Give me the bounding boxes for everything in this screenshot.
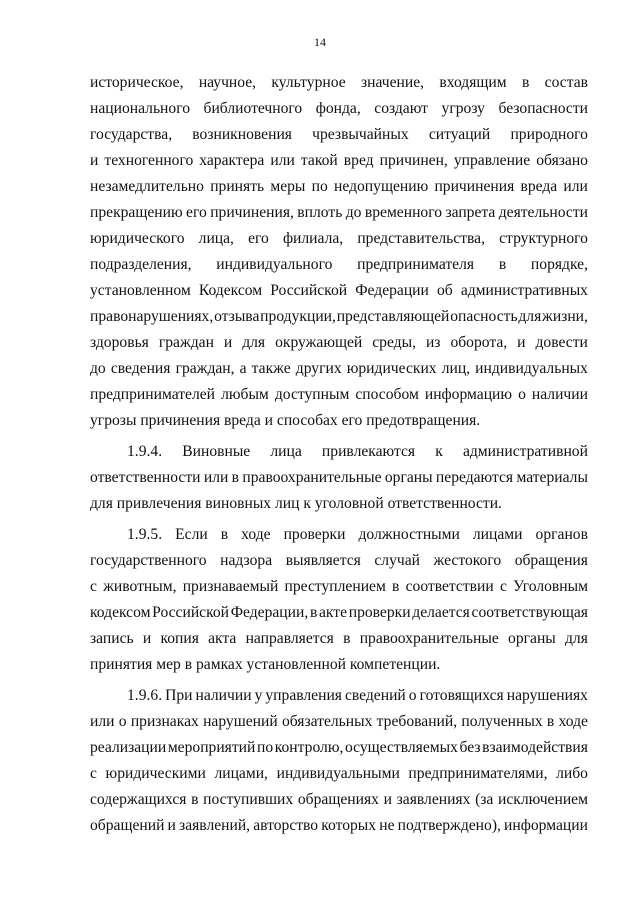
paragraph-1-9-5 xyxy=(90,522,588,678)
paragraph-1-9-6 xyxy=(90,683,588,839)
text-line: незамедлительно принять меры по недопущению причинения вреда или xyxy=(90,178,588,195)
text-line: с животным, признаваемый преступлением в соответствии с Уголовным xyxy=(90,578,588,595)
text-line: 1.9.4. Виновные лица привлекаются к административной xyxy=(127,443,588,460)
document-body xyxy=(90,70,588,839)
text-line: 1.9.5. Если в ходе проверки должностными лицами органов xyxy=(127,526,588,543)
text-line: принятия мер в рамках установленной компетенции. xyxy=(90,656,441,673)
paragraph-1-9-4 xyxy=(90,439,588,517)
text-line: запись и копия акта направляется в правоохранительные органы для xyxy=(90,630,588,647)
text-line: правонарушениях, отзыва продукции, представляющей опасность для жизни, xyxy=(90,308,588,325)
text-line: предпринимателей любым доступным способом информацию о наличии xyxy=(90,386,588,403)
text-line: или о признаках нарушений обязательных требований, полученных в ходе xyxy=(90,713,588,730)
text-line: с юридическими лицами, индивидуальными предпринимателями, либо xyxy=(90,765,588,782)
paragraph-1-continuation xyxy=(90,70,588,434)
text-line: ответственности или в правоохранительные органы передаются материалы xyxy=(90,469,588,486)
text-line: до сведения граждан, а также других юридических лиц, индивидуальных xyxy=(90,360,588,377)
text-line: здоровья граждан и для окружающей среды, из оборота, и довести xyxy=(90,334,588,351)
text-line: 1.9.6. При наличии у управления сведений о готовящихся нарушениях xyxy=(127,687,588,704)
text-line: установленном Кодексом Российской Федерации об административных xyxy=(90,282,588,299)
text-line: содержащихся в поступивших обращениях и заявлениях (за исключением xyxy=(90,791,588,808)
text-line: и техногенного характера или такой вред причинен, управление обязано xyxy=(90,152,588,169)
page-number: 14 xyxy=(314,35,326,49)
text-line: государства, возникновения чрезвычайных ситуаций природного xyxy=(90,126,588,143)
text-line: кодексом Российской Федерации, в акте проверки делается соответствующая xyxy=(90,604,588,621)
text-line: юридического лица, его филиала, представительства, структурного xyxy=(90,230,588,247)
text-line: для привлечения виновных лиц к уголовной ответственности. xyxy=(90,495,502,512)
text-line: подразделения, индивидуального предпринимателя в порядке, xyxy=(90,256,588,273)
text-line: государственного надзора выявляется случай жестокого обращения xyxy=(90,552,588,569)
text-line: обращений и заявлений, авторство которых не подтверждено), информации xyxy=(90,817,588,834)
text-line: реализации мероприятий по контролю, осуществляемых без взаимодействия xyxy=(90,739,588,756)
text-line: прекращению его причинения, вплоть до временного запрета деятельности xyxy=(90,204,588,221)
text-line: угрозы причинения вреда и способах его предотвращения. xyxy=(90,412,481,429)
text-line: национального библиотечного фонда, создают угрозу безопасности xyxy=(90,100,588,117)
text-line: историческое, научное, культурное значение, входящим в состав xyxy=(90,74,588,91)
